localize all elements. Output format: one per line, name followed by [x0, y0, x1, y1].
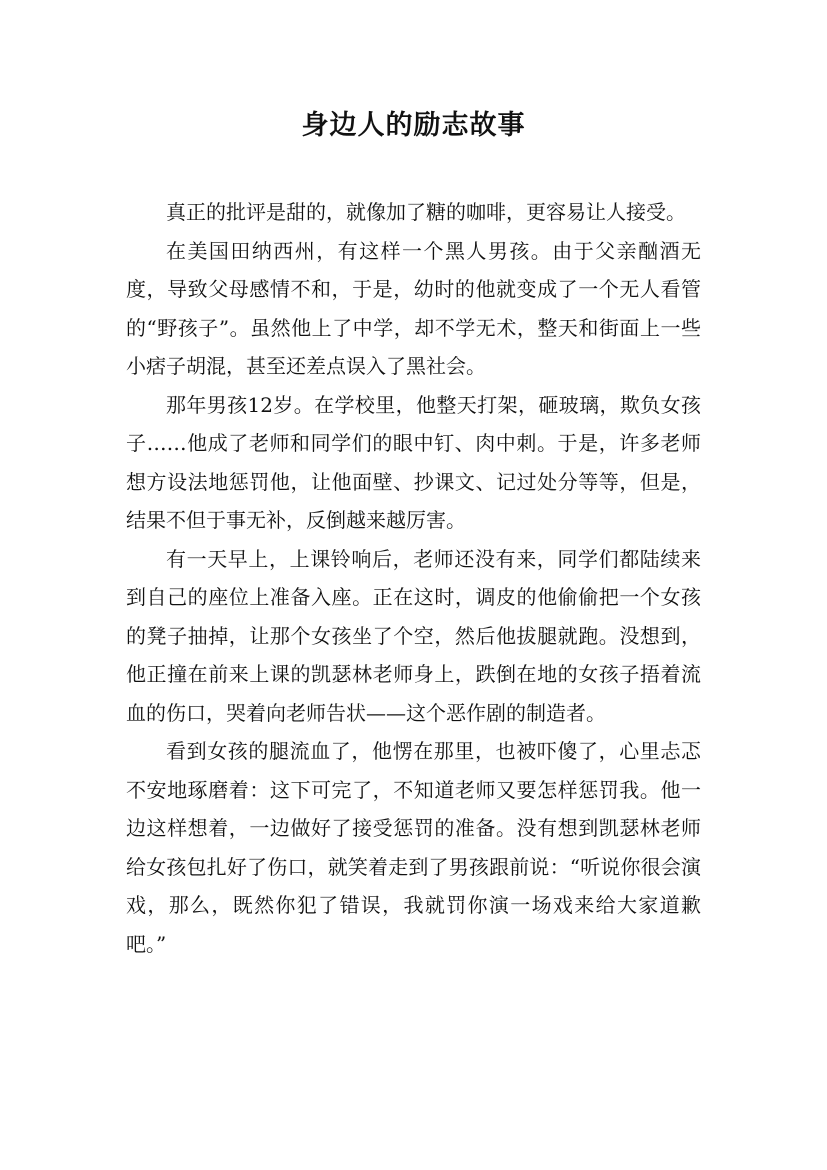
paragraph: 真正的批评是甜的，就像加了糖的咖啡，更容易让人接受。	[166, 200, 686, 224]
paragraph: 有一天早上，上课铃响后，老师还没有来，同学们都陆续来到自己的座位上准备入座。正在这时，调皮的他偷偷把一个女孩的凳子抽掉，让那个女孩坐了个空，然后他拔腿就跑。没想到，他正撞在前来上课的凯瑟林老师身上，跌倒在地的女孩子捂着流血的伤口，哭着向老师告状——这个恶作剧的制造者。	[126, 546, 701, 725]
paragraph: 在美国田纳西州，有这样一个黑人男孩。由于父亲酗酒无度，导致父母感情不和，于是，幼时的他就变成了一个无人看管的“野孩子”。虽然他上了中学，却不学无术，整天和街面上一些小痞子胡混，甚至还差点误入了黑社会。	[126, 238, 701, 378]
paragraph: 那年男孩12岁。在学校里，他整天打架，砸玻璃，欺负女孩子……他成了老师和同学们的眼中钉、肉中刺。于是，许多老师想方设法地惩罚他，让他面壁、抄课文、记过处分等等，但是，结果不但于事无补，反倒越来越厉害。	[126, 392, 701, 532]
paragraph: 看到女孩的腿流血了，他愣在那里，也被吓傻了，心里忐忑不安地琢磨着：这下可完了，不知道老师又要怎样惩罚我。他一边这样想着，一边做好了接受惩罚的准备。没有想到凯瑟林老师给女孩包扎好了伤口，就笑着走到了男孩跟前说：“听说你很会演戏，那么，既然你犯了错误，我就罚你演一场戏来给大家道歉吧。”	[126, 739, 701, 956]
page-title: 身边人的励志故事	[301, 110, 526, 141]
article-body	[126, 193, 701, 963]
